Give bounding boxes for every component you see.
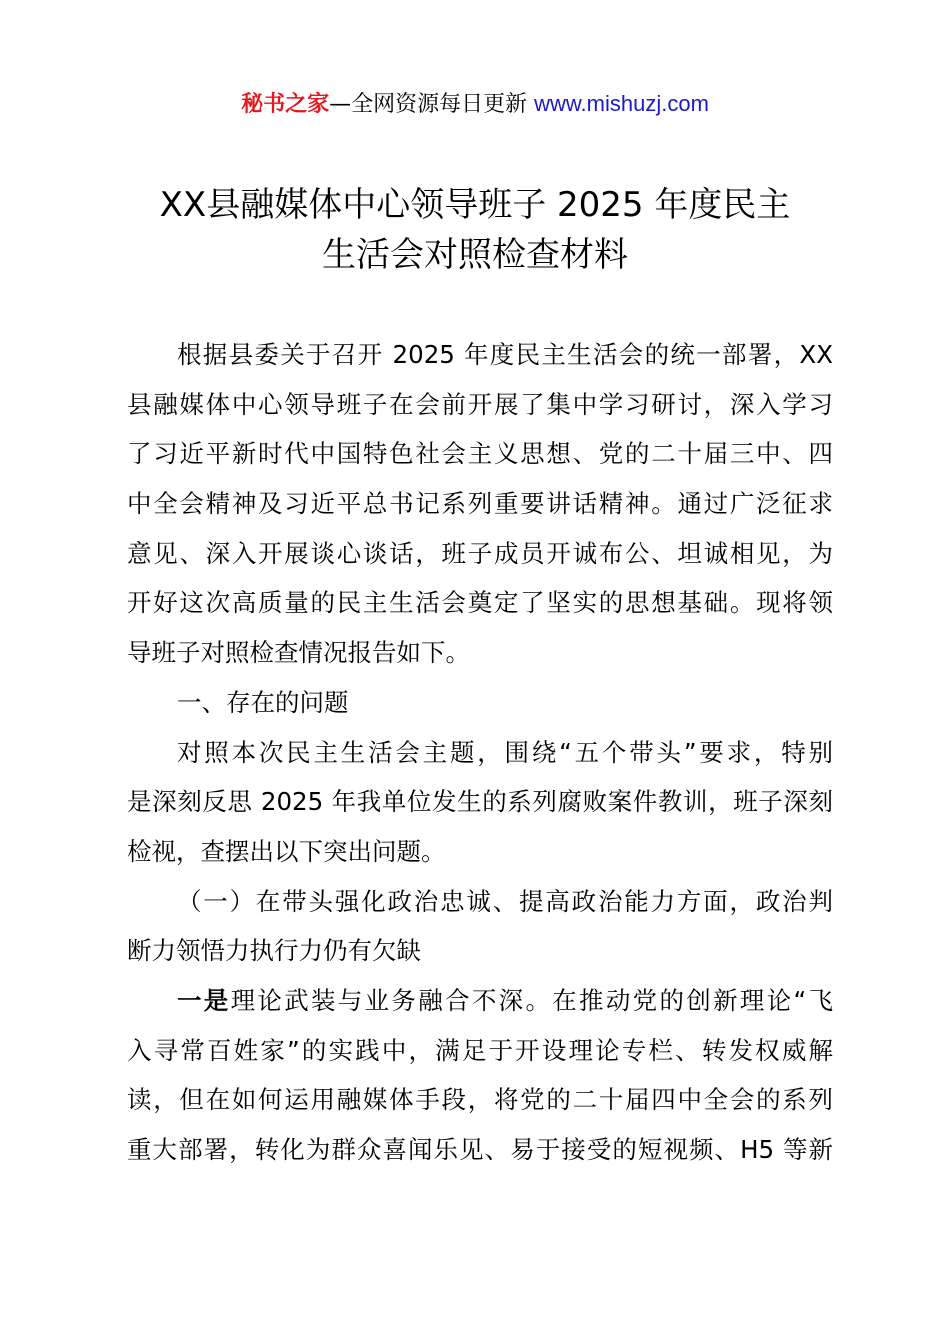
text-line: 意见、深入开展谈心谈话，班子成员开诚布公、坦诚相见，为 <box>127 538 833 568</box>
text-line: 重大部署，转化为群众喜闻乐见、易于接受的短视频、H5 等新 <box>127 1135 833 1164</box>
text-line: 是深刻反思 2025 年我单位发生的系列腐败案件教训，班子深刻 <box>127 787 833 817</box>
text-line: 导班子对照检查情况报告如下。 <box>127 638 470 668</box>
text-line: 检视，查摆出以下突出问题。 <box>127 836 446 866</box>
text-line: 中全会精神及习近平总书记系列重要讲话精神。通过广泛征求 <box>127 489 833 519</box>
title-line: 生活会对照检查材料 <box>322 235 628 275</box>
document-body <box>127 330 833 1175</box>
section-intro-paragraph <box>127 728 833 877</box>
text-span: 理论武装与业务融合不深。在推动党的创新理论“飞 <box>230 985 833 1015</box>
intro-paragraph <box>127 330 833 678</box>
title-line: XX县融媒体中心领导班子 2025 年度民主 <box>159 185 791 225</box>
brand-name: 秘书之家 <box>241 92 330 117</box>
document-title <box>0 180 950 280</box>
text-line: （一）在带头强化政治忠诚、提高政治能力方面，政治判 <box>177 886 833 916</box>
text-line: 县融媒体中心领导班子在会前开展了集中学习研讨，深入学习 <box>127 389 833 419</box>
text-line: 入寻常百姓家”的实践中，满足于开设理论专栏、转发权威解 <box>127 1035 833 1065</box>
site-banner <box>0 88 950 121</box>
point-paragraph <box>127 976 833 1175</box>
text-line: 一、存在的问题 <box>177 687 349 717</box>
text-line: 读，但在如何运用融媒体手段，将党的二十届四中全会的系列 <box>127 1085 833 1115</box>
section-heading <box>127 678 833 728</box>
text-line <box>127 976 833 1026</box>
banner-tagline: —全网资源每日更新 <box>329 92 535 117</box>
text-line: 对照本次民主生活会主题，围绕“五个带头”要求，特别 <box>177 737 833 767</box>
bold-lead: 一是 <box>177 985 231 1015</box>
text-line: 开好这次高质量的民主生活会奠定了坚实的思想基础。现将领 <box>127 588 833 618</box>
text-line: 了习近平新时代中国特色社会主义思想、党的二十届三中、四 <box>127 439 833 469</box>
text-line: 根据县委关于召开 2025 年度民主生活会的统一部署，XX <box>177 340 833 369</box>
site-url-link[interactable]: www.mishuzj.com <box>534 91 709 116</box>
subsection-heading <box>127 877 833 976</box>
text-line: 断力领悟力执行力仍有欠缺 <box>127 936 421 966</box>
